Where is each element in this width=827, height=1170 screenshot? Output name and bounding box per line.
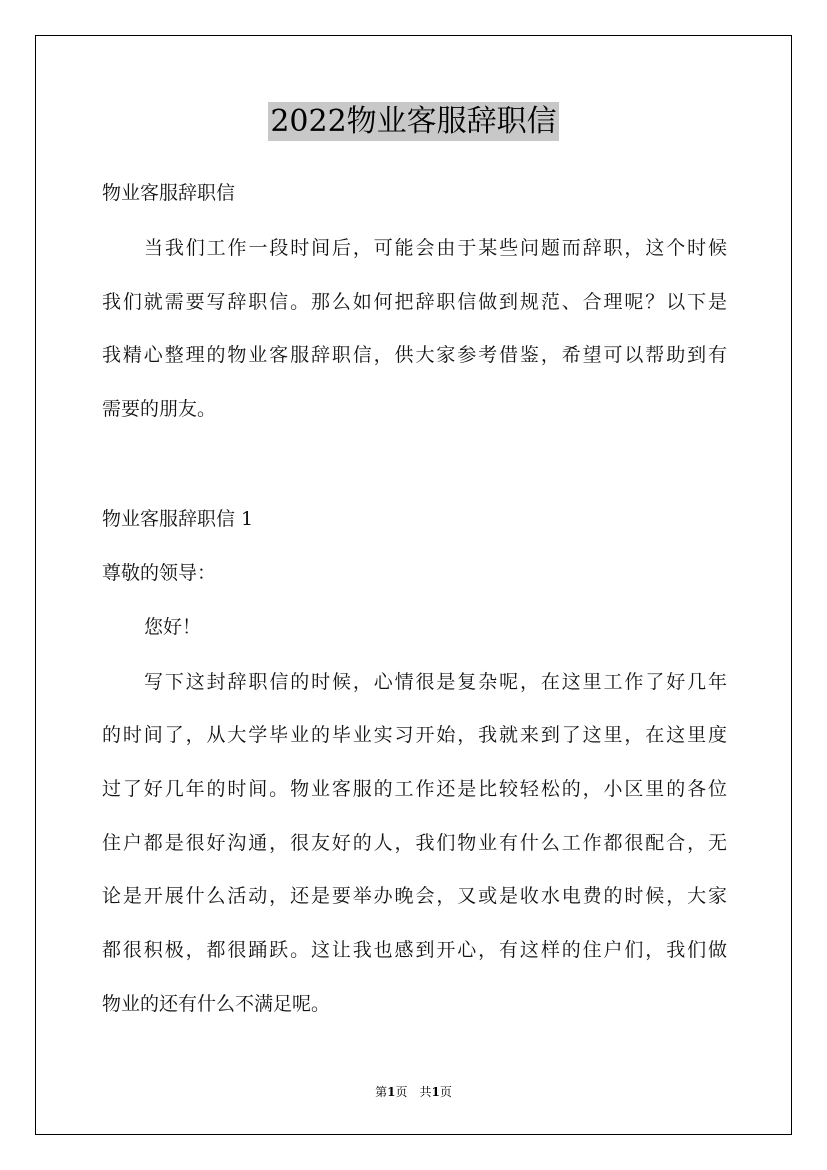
body-line-3: 过了好几年的时间。物业客服的工作还是比较轻松的，小区里的各位 bbox=[102, 778, 727, 800]
footer-page-total: 1 bbox=[431, 1085, 440, 1099]
body-line-2: 的时间了，从大学毕业的毕业实习开始，我就来到了这里，在这里度 bbox=[102, 724, 727, 746]
footer-page-number: 1 bbox=[387, 1085, 396, 1099]
section-heading: 物业客服辞职信 1 bbox=[102, 508, 254, 530]
footer-page-mid: 页 共 bbox=[395, 1085, 432, 1099]
intro-line-1: 当我们工作一段时间后，可能会由于某些问题而辞职，这个时候 bbox=[144, 237, 727, 259]
body-line-7: 物业的还有什么不满足呢。 bbox=[102, 993, 331, 1015]
body-line-4: 住户都是很好沟通，很友好的人，我们物业有什么工作都很配合，无 bbox=[102, 832, 727, 854]
document-title-text: 2022物业客服辞职信 bbox=[270, 104, 557, 139]
intro-line-2: 我们就需要写辞职信。那么如何把辞职信做到规范、合理呢？以下是 bbox=[102, 291, 727, 313]
page-footer bbox=[0, 1083, 827, 1100]
intro-line-3: 我精心整理的物业客服辞职信，供大家参考借鉴，希望可以帮助到有 bbox=[102, 344, 727, 366]
body-line-5: 论是开展什么活动，还是要举办晚会，又或是收水电费的时候，大家 bbox=[102, 885, 727, 907]
document-title bbox=[0, 102, 827, 142]
subtitle: 物业客服辞职信 bbox=[102, 182, 236, 204]
greeting: 您好！ bbox=[144, 616, 202, 638]
body-line-1: 写下这封辞职信的时候，心情很是复杂呢，在这里工作了好几年 bbox=[144, 671, 727, 693]
footer-page-suffix: 页 bbox=[439, 1085, 452, 1099]
footer-page-prefix: 第 bbox=[375, 1085, 388, 1099]
body-line-6: 都很积极，都很踊跃。这让我也感到开心，有这样的住户们，我们做 bbox=[102, 939, 727, 961]
salutation: 尊敬的领导： bbox=[102, 562, 217, 584]
intro-line-4: 需要的朋友。 bbox=[102, 398, 217, 420]
